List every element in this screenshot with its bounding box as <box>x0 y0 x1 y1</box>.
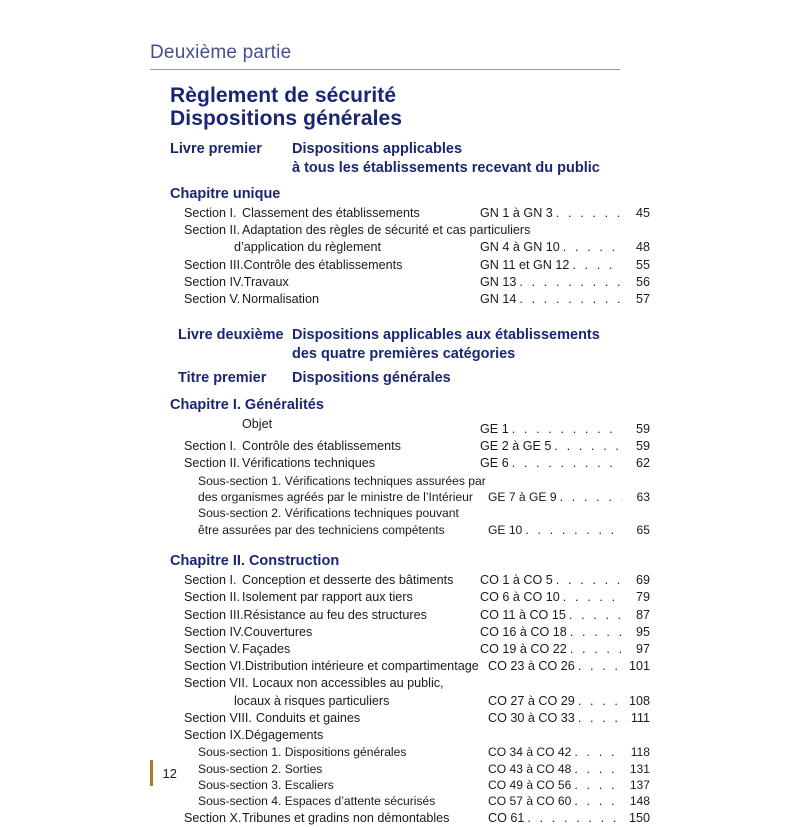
reference-code: CO 49 à CO 56 <box>488 778 572 792</box>
entry-reference <box>480 624 650 641</box>
page-number: 137 <box>629 778 650 792</box>
entry-title: Conduits et gaines <box>255 710 361 725</box>
title-line-2: Dispositions générales <box>170 107 403 130</box>
reference-code: GN 14 <box>480 292 517 307</box>
entry-label <box>184 658 479 675</box>
page-number: 131 <box>629 761 650 776</box>
reference-code: GE 2 à GE 5 <box>480 439 552 454</box>
toc-entry[interactable] <box>150 416 650 438</box>
toc-entry[interactable] <box>150 239 650 256</box>
reference-code: GE 10 <box>488 522 523 537</box>
entry-title: Adaptation des règles de sécurité et cas particuliers <box>242 223 531 238</box>
entry-label <box>234 693 389 710</box>
toc-entry[interactable] <box>150 222 650 239</box>
livre-deuxieme-value-line-1: Dispositions applicables aux établissements <box>292 327 600 344</box>
toc-entry[interactable] <box>150 572 650 589</box>
entry-title: Objet <box>242 416 273 431</box>
reference-code: CO 16 à CO 18 <box>480 624 567 639</box>
entry-reference <box>480 641 650 658</box>
entry-label <box>198 761 322 777</box>
reference-code: CO 34 à CO 42 <box>488 745 572 760</box>
entry-label <box>184 624 312 641</box>
page-number: 65 <box>636 522 650 537</box>
livre-deuxieme-value-line-2: des quatre premières catégories <box>292 345 516 362</box>
entry-label <box>184 257 402 274</box>
dot-leader <box>578 710 622 727</box>
entry-label <box>184 438 401 455</box>
toc-subentry[interactable] <box>150 473 650 489</box>
entry-title: Isolement par rapport aux tiers <box>242 590 413 605</box>
reference-code: GN 1 à GN 3 <box>480 206 553 220</box>
dot-leader <box>569 607 622 624</box>
toc-entry[interactable] <box>150 727 650 744</box>
dot-leader <box>519 274 622 291</box>
reference-code: GN 13 <box>480 274 517 289</box>
reference-code: GE 6 <box>480 456 509 471</box>
reference-code: CO 61 <box>488 810 525 825</box>
entry-title: Sous-section 1. Dispositions générales <box>198 745 407 760</box>
entry-reference <box>488 710 650 727</box>
entry-reference <box>480 589 650 606</box>
entry-label <box>198 777 334 793</box>
entry-label <box>184 416 272 433</box>
entry-label <box>184 589 413 606</box>
titre-premier-block <box>150 369 650 388</box>
reference-code: CO 1 à CO 5 <box>480 573 553 588</box>
entry-reference <box>488 658 650 675</box>
dot-leader <box>578 658 622 675</box>
entry-reference <box>488 777 650 793</box>
entry-label <box>234 239 381 256</box>
entry-reference <box>488 693 650 710</box>
entry-label <box>184 274 289 291</box>
reference-code: CO 11 à CO 15 <box>480 607 566 622</box>
entry-reference <box>480 438 650 455</box>
toc-entry[interactable] <box>150 810 650 827</box>
entry-title: Façades <box>242 641 291 656</box>
entry-number: Section III. <box>184 257 244 272</box>
header-rule <box>150 69 620 70</box>
entry-title: Classement des établissements <box>242 206 420 220</box>
page-number: 79 <box>635 590 650 605</box>
entry-label <box>184 455 375 472</box>
page-number: 63 <box>636 489 650 504</box>
toc-subentry[interactable] <box>150 505 650 521</box>
entry-title: Travaux <box>243 274 289 289</box>
entry-number: Section X. <box>184 810 242 825</box>
toc-entry[interactable] <box>150 455 650 472</box>
entry-reference <box>480 291 650 308</box>
page-title <box>170 84 402 130</box>
livre-premier-key: Livre premier <box>170 141 262 157</box>
entry-number: Section II. <box>184 223 241 238</box>
entry-label <box>184 675 444 692</box>
entry-reference <box>488 522 650 538</box>
entry-reference <box>480 572 650 589</box>
page-number: 62 <box>635 456 650 471</box>
livre-premier-value-line-1: Dispositions applicables <box>292 141 463 157</box>
entry-number: Section IX. <box>184 727 245 742</box>
page-number: 87 <box>635 607 650 622</box>
page-number: 95 <box>635 624 650 639</box>
dot-leader <box>512 421 622 438</box>
entry-title: Dégagements <box>244 727 324 742</box>
reference-code: CO 19 à CO 22 <box>480 641 567 656</box>
section-gap <box>150 308 650 326</box>
toc-entry[interactable] <box>150 693 650 710</box>
entry-reference <box>480 205 650 222</box>
page-number: 69 <box>635 573 650 588</box>
page-number: 45 <box>635 206 650 220</box>
toc-entry[interactable] <box>150 658 650 675</box>
reference-code: GE 1 <box>480 421 509 436</box>
entry-title: des organismes agréés par le ministre de l’Intérieur <box>198 489 473 504</box>
entry-title: Normalisation <box>242 292 319 307</box>
livre-premier-block <box>150 140 650 177</box>
entry-label <box>184 710 360 727</box>
dot-leader <box>572 257 622 274</box>
entry-reference <box>488 761 650 777</box>
reference-code: CO 57 à CO 60 <box>488 794 572 809</box>
dot-leader <box>560 489 622 505</box>
titre-premier-key: Titre premier <box>178 370 267 387</box>
entry-number: Section VII. <box>184 676 249 691</box>
toc-entry[interactable] <box>150 675 650 692</box>
entry-title: Sous-section 4. Espaces d’attente sécurisés <box>198 794 436 809</box>
footer-accent-bar <box>150 760 153 786</box>
entry-reference <box>480 421 650 438</box>
entry-label <box>198 744 406 760</box>
livre-deuxieme-value <box>292 326 650 363</box>
page-number: 57 <box>635 292 650 307</box>
entry-reference <box>480 455 650 472</box>
entry-title: Tribunes et gradins non démontables <box>242 810 450 825</box>
entry-number: Section II. <box>184 590 241 605</box>
toc-subentry[interactable] <box>150 744 650 760</box>
entry-title: être assurées par des techniciens compétents <box>198 522 445 537</box>
entry-reference <box>488 810 650 827</box>
page-number: 101 <box>628 659 650 674</box>
entry-reference <box>488 793 650 809</box>
title-line-1: Règlement de sécurité <box>170 84 397 107</box>
entry-number: Section VI. <box>184 659 245 674</box>
reference-code: CO 43 à CO 48 <box>488 761 572 776</box>
entry-reference <box>488 489 650 505</box>
toc-entry[interactable] <box>150 438 650 455</box>
dot-leader <box>525 522 622 538</box>
entry-title: Résistance au feu des structures <box>243 607 427 622</box>
page-number: 55 <box>635 257 650 272</box>
page-number: 56 <box>635 274 650 289</box>
entry-reference <box>488 744 650 760</box>
entry-title: Locaux non accessibles au public, <box>252 676 444 691</box>
page-number: 118 <box>630 745 650 760</box>
toc-entry[interactable] <box>150 641 650 658</box>
toc-entry[interactable] <box>150 274 650 291</box>
entry-number <box>184 416 242 433</box>
dot-leader <box>574 777 622 793</box>
entry-reference <box>480 257 650 274</box>
entry-reference <box>480 274 650 291</box>
entry-label <box>198 489 473 505</box>
entry-title: Distribution intérieure et compartimentage <box>244 659 479 674</box>
reference-code: CO 23 à CO 26 <box>488 659 575 674</box>
toc-subentry[interactable] <box>150 522 650 538</box>
reference-code: GN 4 à GN 10 <box>480 240 560 255</box>
livre-premier-value <box>292 140 650 177</box>
reference-code: CO 27 à CO 29 <box>488 693 575 708</box>
entry-number: Section V. <box>184 292 241 307</box>
entry-title: d’application du règlement <box>234 240 382 255</box>
reference-code: GN 11 et GN 12 <box>480 257 570 272</box>
dot-leader <box>570 641 622 658</box>
entry-number: Section II. <box>184 456 241 471</box>
entry-number: Section III. <box>184 607 244 622</box>
page-footer <box>150 760 177 786</box>
entry-number: Section I. <box>184 439 237 454</box>
dot-leader <box>554 438 622 455</box>
entry-title: Sous-section 2. Vérifications techniques pouvant <box>198 506 459 521</box>
page-number: 97 <box>635 641 650 656</box>
entry-title: Sous-section 3. Escaliers <box>198 778 334 792</box>
entry-number: Section V. <box>184 641 241 656</box>
dot-leader <box>512 455 622 472</box>
toc-subentry[interactable] <box>150 761 650 777</box>
entry-label <box>198 473 486 489</box>
dot-leader <box>563 239 622 256</box>
dot-leader <box>519 291 622 308</box>
toc-entry[interactable] <box>150 589 650 606</box>
page-number: 148 <box>629 794 650 809</box>
page-number: 150 <box>628 810 650 825</box>
livre-premier-value-line-2: à tous les établissements recevant du public <box>292 159 600 176</box>
entry-title: locaux à risques particuliers <box>234 693 390 708</box>
part-label: Deuxième partie <box>150 42 292 63</box>
dot-leader <box>574 744 622 760</box>
page-number: 48 <box>635 240 650 255</box>
chapitre-2-heading: Chapitre II. Construction <box>170 553 340 570</box>
dot-leader <box>570 624 622 641</box>
footer-page-number: 12 <box>162 765 177 781</box>
dot-leader <box>574 793 622 809</box>
entry-label <box>184 641 290 658</box>
entry-title: Contrôle des établissements <box>243 257 403 272</box>
toc-entry[interactable] <box>150 257 650 274</box>
toc-subentry[interactable] <box>150 777 650 793</box>
entry-label <box>198 522 445 538</box>
entry-label <box>184 810 449 827</box>
reference-code: CO 30 à CO 33 <box>488 710 575 725</box>
toc-subentry[interactable] <box>150 489 650 505</box>
page-number: 59 <box>635 439 650 454</box>
entry-reference <box>480 239 650 256</box>
table-of-contents <box>150 140 650 827</box>
entry-label <box>198 505 459 521</box>
reference-code: GE 7 à GE 9 <box>488 489 557 504</box>
dot-leader <box>563 589 622 606</box>
chapitre-1-heading: Chapitre I. Généralités <box>170 396 324 413</box>
dot-leader <box>578 693 622 710</box>
dot-leader <box>574 761 622 777</box>
section-gap <box>150 538 650 544</box>
entry-title: Couvertures <box>243 624 313 639</box>
entry-label <box>184 607 427 624</box>
entry-number: Section I. <box>184 573 237 588</box>
entry-number: Section IV. <box>184 624 244 639</box>
entry-label <box>184 291 319 308</box>
titre-premier-value <box>292 369 650 388</box>
reference-code: CO 6 à CO 10 <box>480 590 560 605</box>
page-number: 111 <box>630 710 650 725</box>
dot-leader <box>527 810 622 827</box>
page-number: 59 <box>635 421 650 436</box>
toc-subentry[interactable] <box>150 793 650 809</box>
entry-reference <box>480 607 650 624</box>
part-header <box>150 40 620 70</box>
entry-number: Section VIII. <box>184 710 252 725</box>
entry-label <box>198 793 435 809</box>
titre-premier-value-line: Dispositions générales <box>292 370 451 387</box>
entry-label <box>184 572 453 589</box>
entry-label <box>184 205 420 222</box>
toc-entry[interactable] <box>150 291 650 308</box>
entry-title: Sous-section 1. Vérifications techniques assurées par <box>198 473 486 488</box>
entry-title: Conception et desserte des bâtiments <box>242 573 454 588</box>
toc-entry[interactable] <box>150 607 650 624</box>
entry-title: Sous-section 2. Sorties <box>198 761 323 776</box>
toc-entry[interactable] <box>150 205 650 222</box>
entry-label <box>184 727 323 744</box>
toc-entry[interactable] <box>150 710 650 727</box>
entry-number: Section I. <box>184 206 237 220</box>
toc-entry[interactable] <box>150 624 650 641</box>
chapitre-unique-heading: Chapitre unique <box>170 186 281 202</box>
entry-title: Contrôle des établissements <box>242 439 401 454</box>
dot-leader <box>556 205 622 222</box>
entry-label <box>184 222 530 239</box>
dot-leader <box>556 572 622 589</box>
entry-title: Vérifications techniques <box>242 456 376 471</box>
page-number: 108 <box>628 693 650 708</box>
entry-number: Section IV. <box>184 274 244 289</box>
livre-deuxieme-block <box>150 326 650 363</box>
livre-deuxieme-key: Livre deuxième <box>178 327 284 344</box>
